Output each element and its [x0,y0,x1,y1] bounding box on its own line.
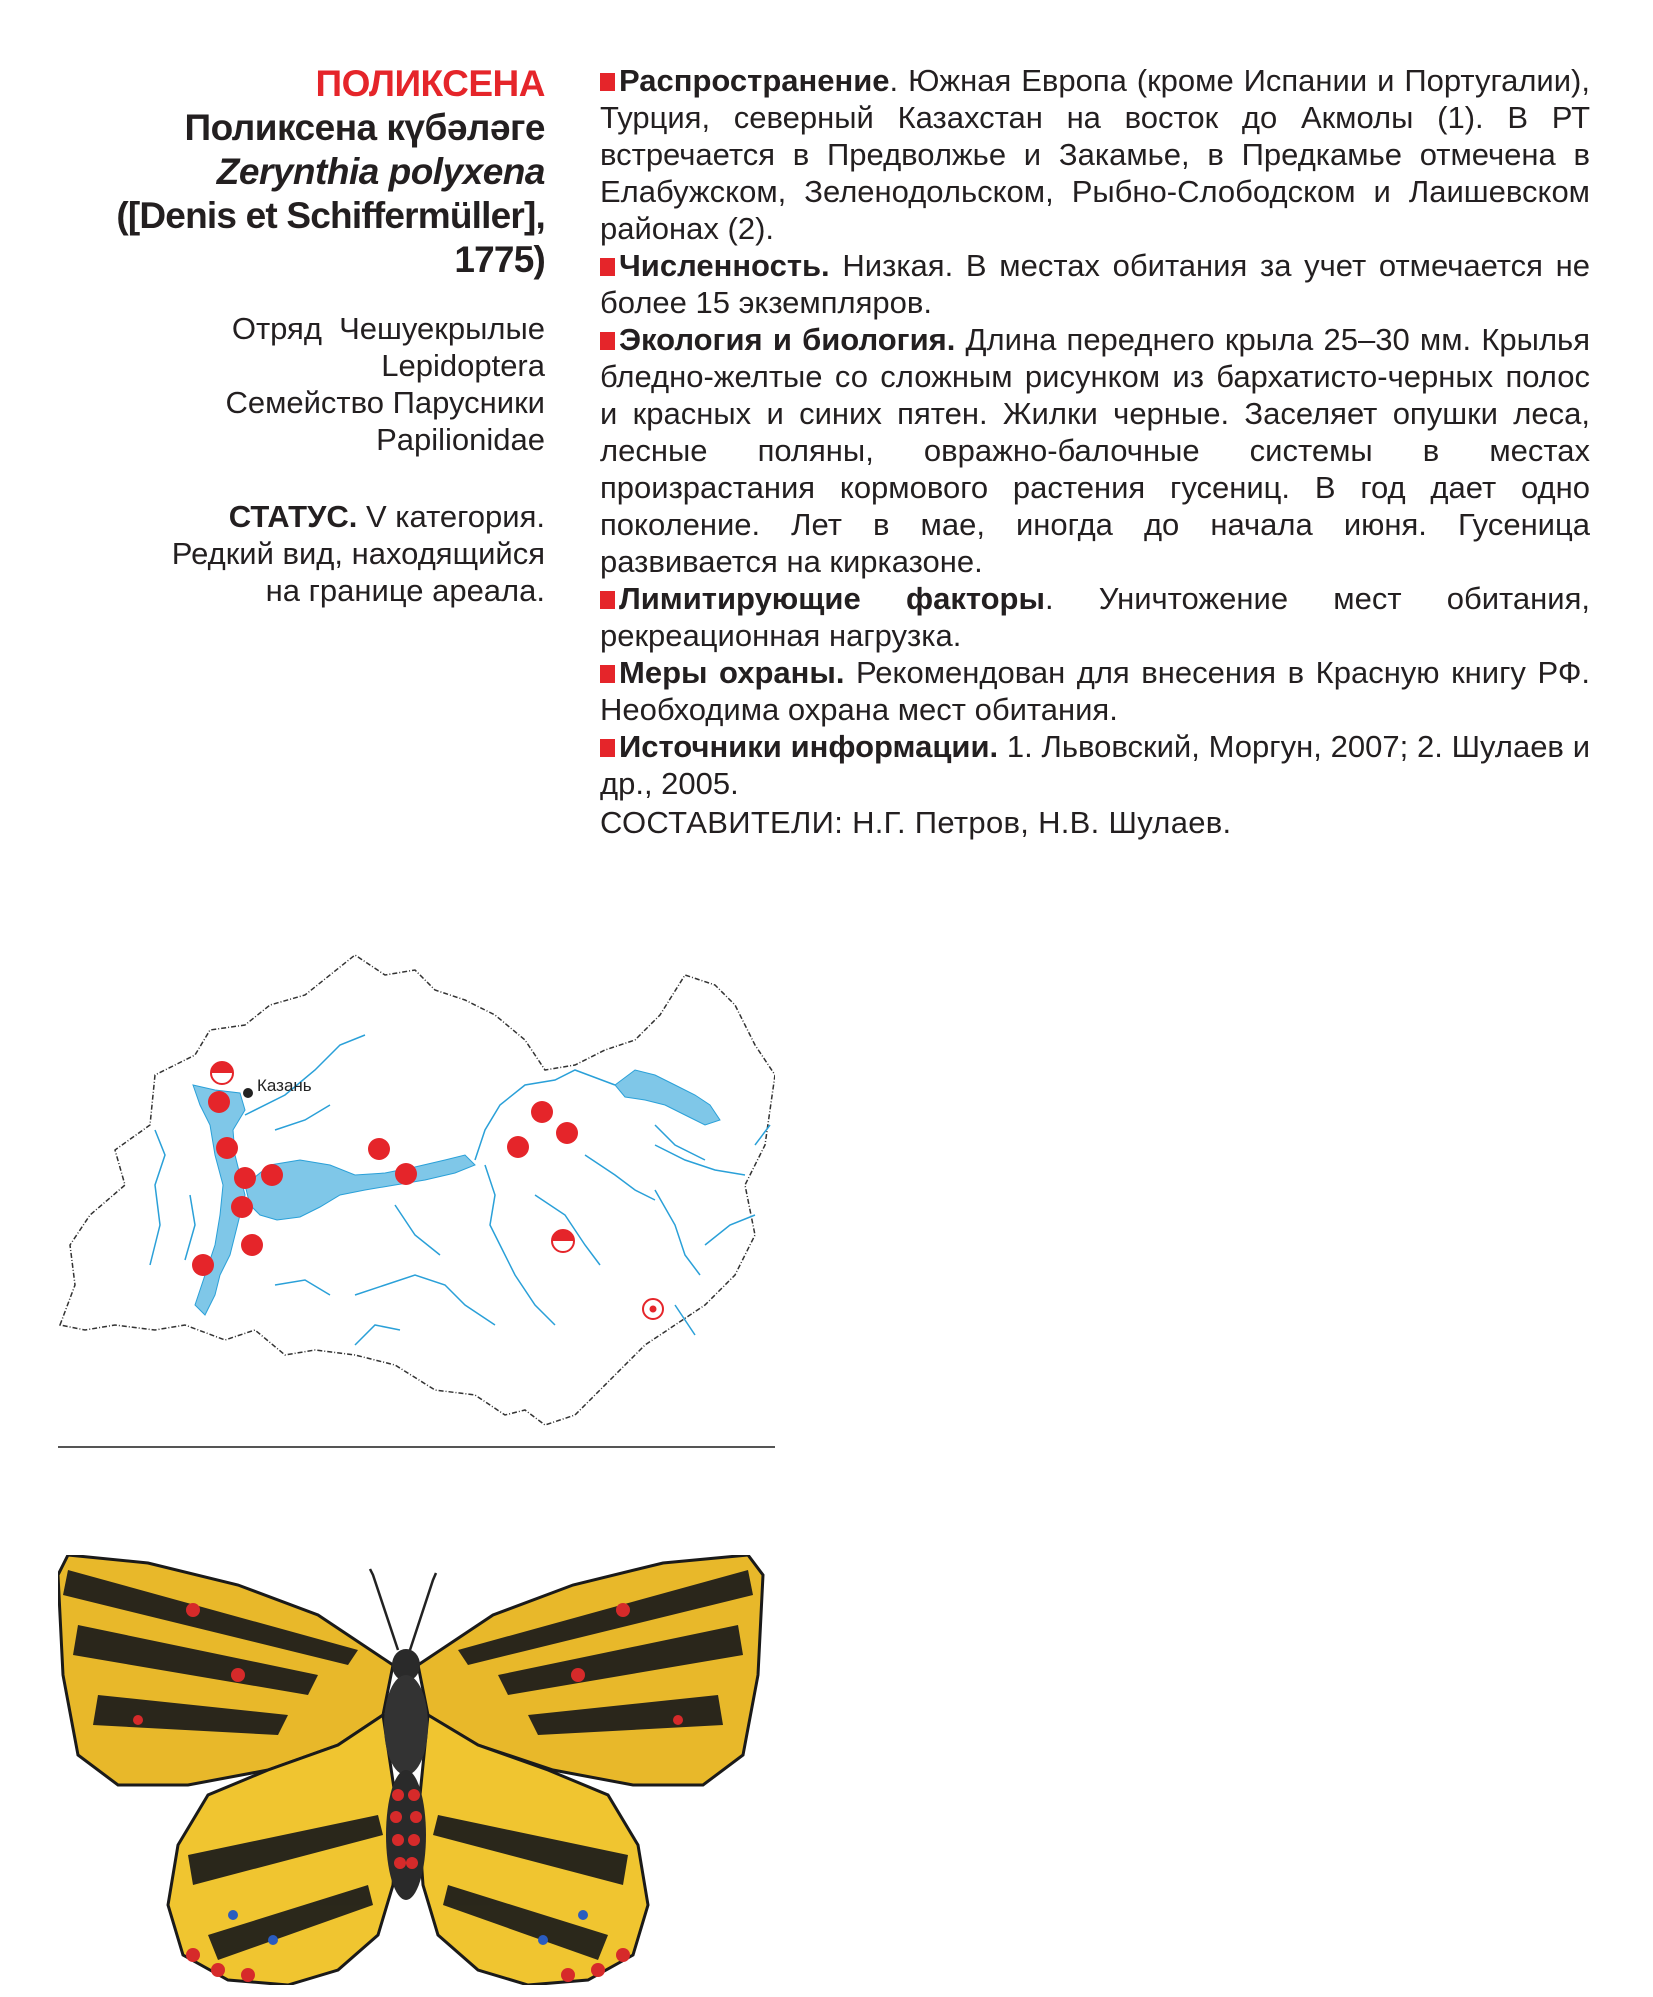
section-abundance [600,247,1590,321]
record-point [234,1167,256,1189]
section-text: 1. Львовский, Моргун, 2007; 2. Шулаев и др., 2005. [600,729,1591,801]
red-square-marker [600,332,615,350]
record-point [231,1196,253,1218]
red-square-marker [600,591,615,609]
section-distribution [600,62,1590,247]
butterfly-illustration [58,1555,768,1985]
species-name-tatar: Поликсена күбәләге [184,107,545,148]
record-point [507,1136,529,1158]
city-label: Казань [257,1076,312,1095]
record-point [208,1091,230,1113]
section-text: Низкая. В местах обитания за учет отмечается не более 15 экземпляров. [600,248,1590,320]
butterfly-thorax [384,1675,428,1775]
half-circle-icon [211,1062,233,1084]
record-point [261,1164,283,1186]
section-limiting-factors [600,580,1590,654]
record-point [216,1137,238,1159]
section-sources [600,728,1590,802]
section-heading: Экология и биология. [619,322,956,357]
region-border [60,955,775,1425]
status-description-line2: на границе ареала. [265,573,545,608]
section-text: . Южная Европа (кроме Испании и Португалии), Турция, северный Казахстан на восток до Акмолы (1). В РТ встречается в Предволжье и Закамье, в Предкамье отмечена в Елабужском, Зеленодольском, Рыбно-Слободском и Лаишевском районах (2). [600,63,1590,246]
status-description-line1: Редкий вид, находящийся [171,536,545,571]
status-category: V категория. [357,499,545,534]
record-point [368,1138,390,1160]
section-ecology [600,321,1590,580]
target-icon [643,1299,663,1319]
section-text: Длина переднего крыла 25–30 мм. Крылья бледно-желтые со сложным рисунком из бархатисто-черных полос и красных и синих пятен. Жилки черные. Заселяет опушки леса, лесные поляны, овражно-балочные системы в местах произрастания кормового растения гусениц. В год дает одно поколение. Лет в мае, иногда до начала июня. Гусеница развивается на кирказоне. [600,322,1590,579]
map-divider [58,1446,775,1448]
record-point [395,1163,417,1185]
kama-reservoir [245,1155,475,1220]
section-text: Рекомендован для внесения в Красную книгу РФ. Необходима охрана мест обитания. [600,655,1590,727]
antenna-right [410,1573,436,1650]
red-square-marker [600,739,615,757]
nizhnekamsk-reservoir [615,1070,720,1125]
red-square-marker [600,258,615,276]
species-description [600,62,1590,841]
section-heading: Распространение [619,63,890,98]
section-heading: Лимитирующие факторы [619,581,1045,616]
half-circle-icon [552,1230,574,1252]
record-point [241,1234,263,1256]
species-header [40,62,545,609]
section-heading: Источники информации. [619,729,999,764]
authors-line: СОСТАВИТЕЛИ: Н.Г. Петров, Н.В. Шулаев. [600,805,1232,840]
species-name-russian: ПОЛИКСЕНА [315,63,545,104]
taxonomy-order-ru: Отряд Чешуекрылые [231,311,545,346]
butterfly-abdomen [386,1770,426,1900]
section-heading: Численность. [619,248,830,283]
city-dot-icon [243,1088,253,1098]
taxonomy-family-lat: Papilionidae [376,422,545,457]
taxonomy-order-lat: Lepidoptera [381,348,545,383]
section-protection [600,654,1590,728]
butterfly-svg [58,1555,768,1985]
status-label: СТАТУС. [228,499,358,534]
species-author: ([Denis et Schiffermüller], 1775) [116,195,545,280]
taxonomy-block [40,310,545,458]
record-point [531,1101,553,1123]
status-block [40,498,545,609]
section-text: . Уничтожение мест обитания, рекреационная нагрузка. [600,581,1590,653]
species-name-latin: Zerynthia polyxena [216,151,545,192]
taxonomy-family-ru: Семейство Парусники [225,385,545,420]
map-svg [55,945,775,1445]
distribution-map [55,945,775,1445]
red-square-marker [600,665,615,683]
record-point [556,1122,578,1144]
antenna-left [370,1569,398,1650]
record-point [192,1254,214,1276]
red-square-marker [600,73,615,91]
section-heading: Меры охраны. [619,655,845,690]
